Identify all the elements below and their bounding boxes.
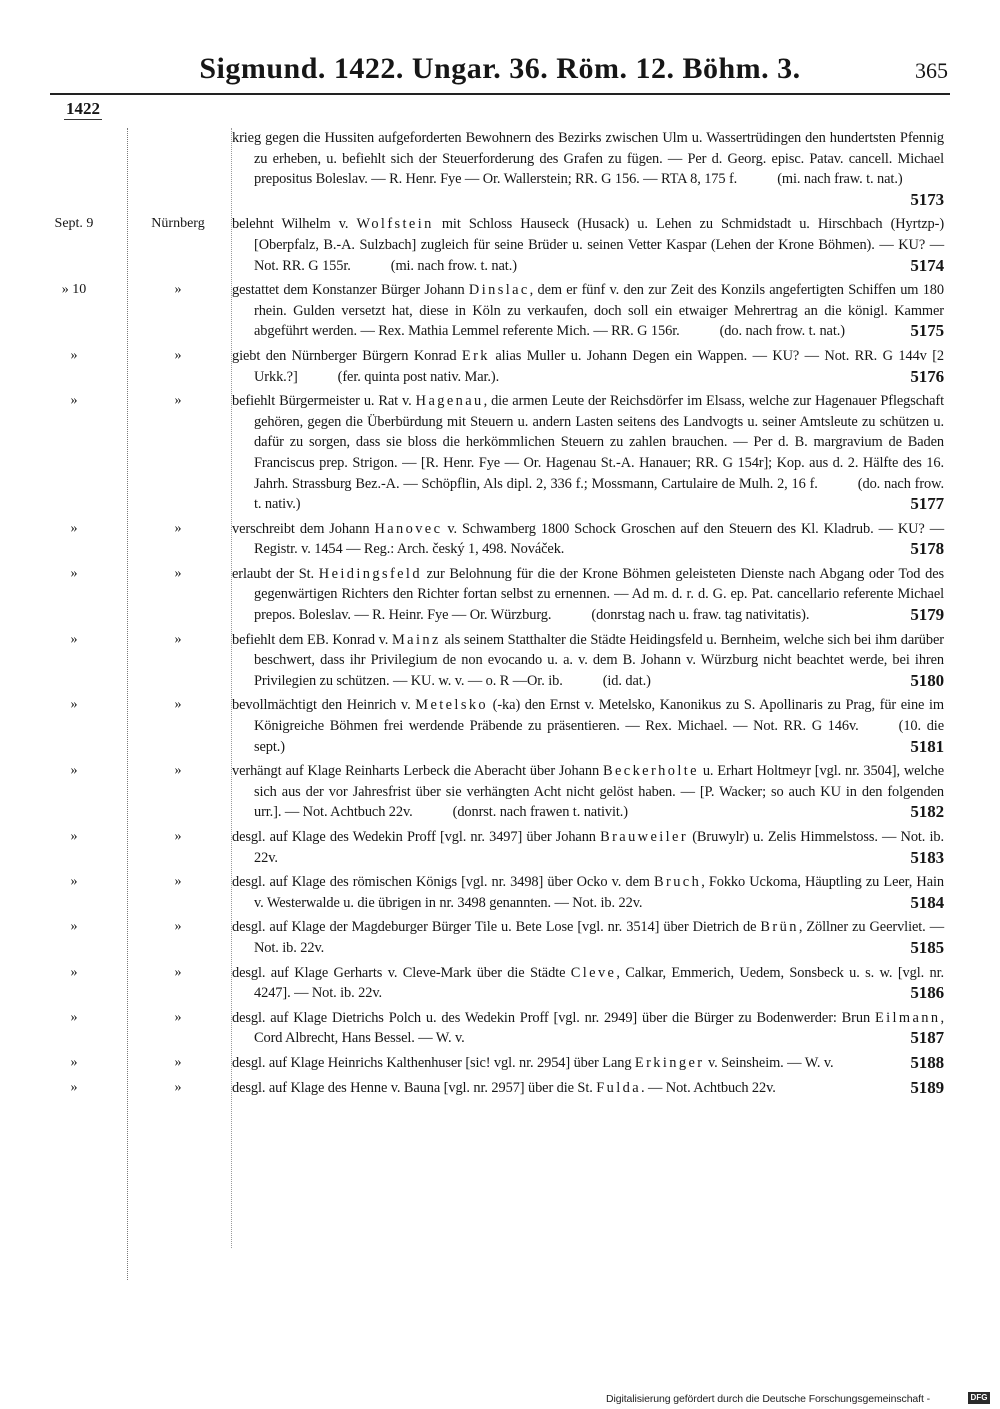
entry-text xyxy=(232,1077,944,1103)
entry-date: » xyxy=(70,347,78,363)
entry-dating: (donrstag nach u. fraw. tag nativitatis). xyxy=(591,607,810,624)
entry-text xyxy=(232,1052,944,1078)
regest-entry xyxy=(0,391,1000,519)
entry-date: » xyxy=(70,829,78,844)
entry-text xyxy=(232,872,944,917)
regest-entry xyxy=(0,695,1000,761)
entry-date: » xyxy=(70,1009,78,1025)
entry-text xyxy=(232,391,944,519)
entry-keyword: Dinslac xyxy=(468,282,530,299)
entry-text-body: krieg gegen die Hussiten aufgeforderten Bewohnern des Bezirks zwischen Ulm u. Wassertrüdingen den hundertsten Pfennig zu erheben, u. befiehlt sich der Steuerforderung des Grafen zu fügen. — Per d. Georg. episc. Patav. cancell. Michael prepositus Boleslav. — R. Henr. Fye — Or. Wallerstein; RR. G 156. — RTA 8, 175 f. xyxy=(232,130,944,188)
entry-text-body: (Bruwylr) u. Zelis Himmelstoss. — Not. ib. 22v. xyxy=(254,829,944,866)
regest-entry xyxy=(0,214,1000,280)
entry-text-body: mit Schloss Hauseck (Husack) u. Lehen zu Schmidstadt u. Hirschbach (Hyrtzp-) [Oberpfalz, B.-A. Sulzbach] zugleich für seine Brüder u. seinen Vetter Kaspar (Lehen der Krone Böhmen). — KU? — Not. RR. G 155r. xyxy=(254,216,945,274)
entry-text-body: alias Muller u. Johann Degen ein Wappen. — KU? — Not. RR. G 144v [2 Urkk.?] xyxy=(254,347,945,385)
entry-place: » xyxy=(174,565,182,581)
entry-number: 5173 xyxy=(910,189,944,209)
entry-dating: (donrst. nach frawen t. nativit.) xyxy=(452,804,628,821)
entry-number: 5189 xyxy=(910,1077,944,1097)
entry-dating: (fer. quinta post nativ. Mar.). xyxy=(337,368,500,385)
entry-text-lead: bevollmächtigt den Heinrich v. xyxy=(232,697,416,714)
entry-text-lead: desgl. auf Klage Heinrichs Kalthenhuser [sic! vgl. nr. 2954] über Lang xyxy=(232,1054,635,1071)
entry-text-lead: belehnt Wilhelm v. xyxy=(232,216,357,233)
entry-keyword: Metelsko xyxy=(415,697,489,714)
entry-date: » xyxy=(70,631,78,647)
entry-date: » xyxy=(70,874,78,890)
entry-keyword: Hagenau xyxy=(415,393,484,410)
entry-text-lead: verschreibt dem Johann xyxy=(232,520,375,537)
entry-keyword: Wolfstein xyxy=(356,216,434,233)
entry-place: » xyxy=(174,1079,182,1095)
entry-number: 5177 xyxy=(910,494,944,514)
entry-place: » xyxy=(174,347,182,363)
entry-text xyxy=(232,564,944,630)
entry-keyword: Brün xyxy=(760,919,799,936)
entry-place: » xyxy=(174,697,182,713)
regest-entry xyxy=(0,1008,1000,1053)
page-number: 365 xyxy=(915,58,948,83)
header-rule xyxy=(50,93,950,95)
entry-dating: (mi. nach frow. t. nat.) xyxy=(390,257,517,274)
entry-text-lead: desgl. auf Klage Gerharts v. Cleve-Mark über die Städte xyxy=(232,964,571,981)
entry-keyword: Fulda xyxy=(596,1079,642,1096)
entry-number: 5187 xyxy=(910,1028,944,1048)
entry-number: 5183 xyxy=(910,847,944,867)
entry-text-body: . — Not. Achtbuch 22v. xyxy=(641,1079,776,1096)
regest-entry xyxy=(0,280,1000,346)
entry-text-lead: desgl. auf Klage des Wedekin Proff [vgl. nr. 3497] über Johann xyxy=(232,829,601,845)
entry-date: » xyxy=(70,964,78,980)
running-head: Sigmund. 1422. Ungar. 36. Röm. 12. Böhm. 3. xyxy=(199,52,801,85)
entry-date: » xyxy=(70,919,78,935)
regest-entry xyxy=(0,1053,1000,1078)
entry-text-lead: gestattet dem Konstanzer Bürger Johann xyxy=(232,282,469,299)
entry-text xyxy=(232,761,944,827)
entry-text xyxy=(232,963,945,1008)
entry-place: » xyxy=(174,874,182,890)
entry-keyword: Bruch xyxy=(654,874,702,891)
regest-entry xyxy=(0,1078,1000,1103)
entry-text xyxy=(232,1008,944,1053)
entry-text-body: , dem er fünf v. den zur Zeit des Konzils angefertigten Schiffen um 180 rhein. Gulden versetzt hat, diese in Köln zu verkaufen, doch soll ein etwaiger Mehrertrag an die königl. Kammer abgeführt werden. — Rex. Mathia Lemmel referente Mich. — RR. G 156r. xyxy=(254,282,944,340)
entry-number: 5180 xyxy=(910,670,944,690)
entry-text xyxy=(232,214,945,280)
entry-text-lead: befiehlt dem EB. Konrad v. xyxy=(232,631,392,648)
entry-date: » xyxy=(70,1079,78,1095)
regest-entry xyxy=(0,761,1000,827)
entry-date: » xyxy=(70,565,78,581)
entry-number: 5176 xyxy=(910,366,944,386)
entry-text-body: (-ka) den Ernst v. Metelsko, Kanonikus zu S. Apollinaris zu Prag, für eine im Königreiche Böhmen frei werdende Präbende zu präsentieren. — Rex. Michael. — Not. RR. G 146v. xyxy=(254,697,944,735)
entry-text-body: , Fokko Uckoma, Häuptling zu Leer, Hain v. Westerwalde u. die übrigen in nr. 3498 genannten. — Not. ib. 22v. xyxy=(254,874,944,911)
entry-number: 5184 xyxy=(910,892,944,912)
entry-date: Sept. 9 xyxy=(54,216,94,232)
entry-text-body: , die armen Leute der Reichsdörfer im Elsass, welche zur Hagenauer Pflegschaft gehören, gegen die Überbürdung mit Steuern u. andern Lasten seitens des Landvogts u. seiner Amtsleute zu schützen u. dafür zu sorgen, dass sie bloss die herkömmlichen Steuern zu zahlen brauchen. — Per d. B. margravium de Baden Franciscus prep. Strigon. — [R. Henr. Fye — Or. Hagenau St.-A. Hanauer; RR. G 154r]; Kop. aus d. 2. Hälfte des 16. Jahrh. Strassburg Bez.-A. — Schöpflin, Als dipl. 2, 336 f.; Mossmann, Cartulaire de Mulh. 2, 16 f. xyxy=(254,393,944,492)
entry-place: » xyxy=(174,964,182,980)
entry-text xyxy=(232,827,944,872)
entry-date: » xyxy=(70,520,78,536)
entry-place: » xyxy=(174,520,182,536)
entry-text-lead: giebt den Nürnberger Bürgern Konrad xyxy=(232,347,462,364)
entry-text-body: v. Seinsheim. — W. v. xyxy=(704,1054,834,1071)
entry-place: » xyxy=(174,393,182,409)
entry-dating: (mi. nach fraw. t. nat.) xyxy=(777,171,903,188)
entry-place: » xyxy=(174,763,182,779)
entry-text-lead: desgl. auf Klage des Henne v. Bauna [vgl. nr. 2957] über die St. xyxy=(232,1079,597,1096)
entry-place: » xyxy=(174,282,182,298)
entry-place: » xyxy=(174,1009,182,1025)
entry-text xyxy=(232,519,944,564)
regest-entry xyxy=(0,917,1000,962)
entry-text-body: v. Schwamberg 1800 Schock Groschen auf den Steuern des Kl. Kladrub. — KU? — Registr. v. 1454 — Reg.: Arch. český 1, 498. Nováček. xyxy=(254,520,944,558)
entry-text-body: als seinem Statthalter die Städte Heidingsfeld u. Bernheim, welche sich bei ihm darüber beschwert, dass ihr Privilegium de non evocando u. a. v. dem B. Johann v. Würzburg nicht beachtet werde, bei ihren Privilegien zu schützen. — KU. w. v. — o. R —Or. ib. xyxy=(254,631,944,689)
footer-credit: Digitalisierung gefördert durch die Deutsche Forschungsgemeinschaft - xyxy=(606,1393,931,1405)
entry-dating: (id. dat.) xyxy=(602,672,651,689)
entry-text xyxy=(232,346,945,391)
entry-place: » xyxy=(174,919,182,935)
entry-number: 5181 xyxy=(910,736,944,756)
entry-place: » xyxy=(174,1054,182,1070)
regest-entry xyxy=(0,519,1000,564)
entry-dating: (do. nach frow. t. nat.) xyxy=(719,323,845,340)
entry-place: Nürnberg xyxy=(151,216,205,232)
entry-text xyxy=(232,695,944,761)
entry-dating: (10. die sept.) xyxy=(254,718,944,755)
entry-keyword: Mainz xyxy=(391,631,441,648)
entry-number: 5182 xyxy=(910,802,944,822)
entry-date: » xyxy=(70,393,78,409)
entry-place: » xyxy=(174,631,182,647)
entry-text xyxy=(232,128,944,214)
entry-place: » xyxy=(174,829,182,844)
entry-text-lead: desgl. auf Klage der Magdeburger Bürger Tile u. Bete Lose [vgl. nr. 3514] über Dietrich de xyxy=(232,919,761,936)
entry-date: » xyxy=(70,1054,78,1070)
regest-entry xyxy=(0,827,1000,872)
entry-number: 5178 xyxy=(910,539,944,559)
regest-list xyxy=(0,128,1000,1102)
entry-keyword: Eilmann xyxy=(874,1009,941,1026)
dfg-logo: DFG xyxy=(968,1392,990,1404)
entry-text-body: u. Erhart Holtmeyr [vgl. nr. 3504], welche sich aus der vor Jahresfrist über sie verhängten Acht nicht gelöst haben. — [P. Wacker; so auch KU in den folgenden urr.]. — Not. Achtbuch 22v. xyxy=(254,763,944,821)
regest-entry xyxy=(0,872,1000,917)
entry-number: 5175 xyxy=(910,321,944,341)
entry-keyword: Cleve xyxy=(570,964,617,981)
regest-entry xyxy=(0,564,1000,630)
year-label: 1422 xyxy=(66,99,100,118)
entry-number: 5174 xyxy=(910,255,944,275)
entry-date: » xyxy=(70,763,78,779)
entry-number: 5179 xyxy=(910,605,944,625)
entry-text-body: , Zöllner zu Geervliet. — Not. ib. 22v. xyxy=(254,919,944,956)
regest-entry xyxy=(0,963,1000,1008)
entry-dating: (do. nach frow. t. nativ.) xyxy=(254,475,944,513)
entry-date: » 10 xyxy=(61,282,87,298)
entry-keyword: Erk xyxy=(461,347,490,364)
entry-text-lead: verhängt auf Klage Reinharts Lerbeck die Aberacht über Johann xyxy=(232,763,603,780)
entry-text xyxy=(232,280,944,346)
entry-number: 5185 xyxy=(910,937,944,957)
regest-entry xyxy=(0,128,1000,214)
entry-text-lead: desgl. auf Klage Dietrichs Polch u. des Wedekin Proff [vgl. nr. 2949] über die Bürger zu Bodenwerder: Brun xyxy=(232,1009,875,1026)
regest-entry xyxy=(0,346,1000,391)
entry-keyword: Hanovec xyxy=(374,520,443,537)
entry-text-lead: desgl. auf Klage des römischen Königs [vgl. nr. 3498] über Ocko v. dem xyxy=(232,874,655,891)
entry-keyword: Erkinger xyxy=(634,1054,705,1071)
entry-keyword: Heidingsfeld xyxy=(318,565,422,582)
entry-keyword: Beckerholte xyxy=(603,763,699,780)
entry-date: » xyxy=(70,697,78,713)
entry-text-lead: befiehlt Bürgermeister u. Rat v. xyxy=(232,393,416,410)
entry-text-lead: erlaubt der St. xyxy=(232,565,319,582)
entry-number: 5188 xyxy=(910,1052,944,1072)
entry-number: 5186 xyxy=(910,983,944,1003)
entry-text-body: , Cord Albrecht, Hans Bessel. — W. v. xyxy=(254,1009,944,1047)
entry-text-body: , Calkar, Emmerich, Uedem, Sonsbeck u. s. w. [vgl. nr. 4247]. — Not. ib. 22v. xyxy=(254,964,945,1002)
entry-text xyxy=(232,917,944,962)
entry-text-body: zur Belohnung für die der Krone Böhmen geleisteten Dienste nach Abgang oder Tod des gegenwärtigen Richters den Richter fortan selbst zu ernennen. — Ad m. d. r. d. G. ep. Pat. cancellario referente Michael prepos. Boleslav. — R. Heinr. Fye — Or. Würzburg. xyxy=(254,565,944,624)
regest-entry xyxy=(0,630,1000,696)
entry-text xyxy=(232,630,944,696)
entry-keyword: Brauweiler xyxy=(600,829,689,845)
